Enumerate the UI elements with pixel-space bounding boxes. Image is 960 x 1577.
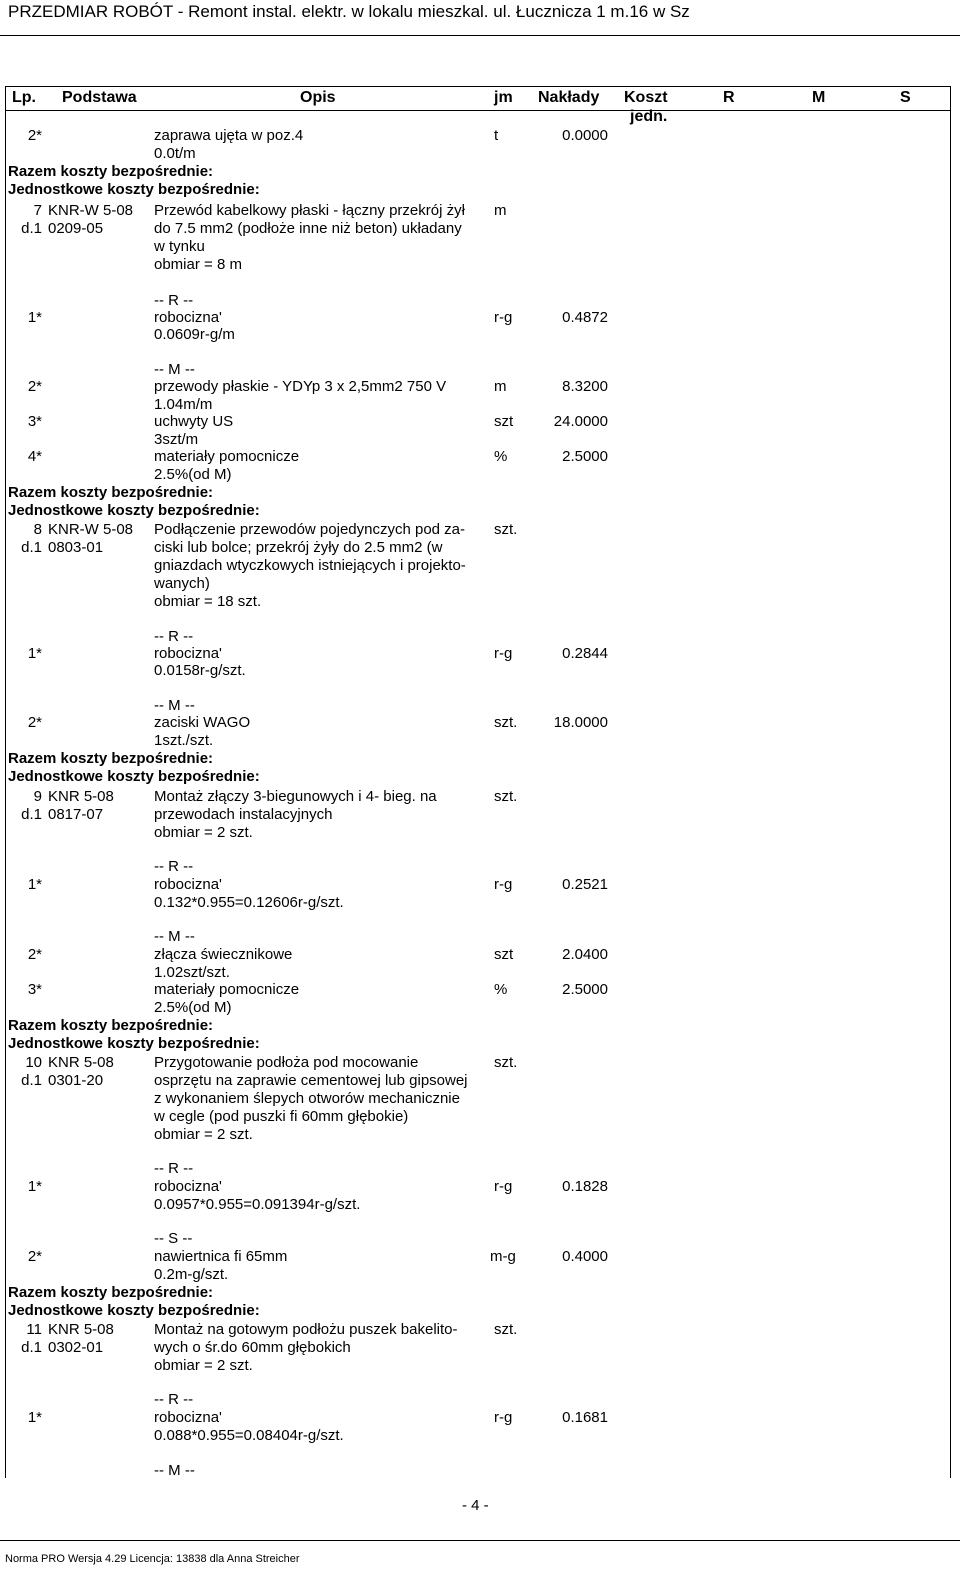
item-value: 0.4000 <box>562 1248 608 1265</box>
item-lp: 4* <box>27 448 42 465</box>
position-quantity: obmiar = 2 szt. <box>154 824 253 841</box>
position-number: 10 <box>25 1054 42 1071</box>
item-value: 2.0400 <box>562 946 608 963</box>
position-desc-line: do 7.5 mm2 (podłoże inne niż beton) układany <box>154 220 462 237</box>
license-note: Norma PRO Wersja 4.29 Licencja: 13838 dla Anna Streicher <box>5 1553 300 1565</box>
item-lp: 2* <box>27 1248 42 1265</box>
position-number: 9 <box>33 788 42 805</box>
col-jm: jm <box>494 89 513 106</box>
position-d: d.1 <box>21 220 42 237</box>
unit-costs-label: Jednostkowe koszty bezpośrednie: <box>8 502 260 519</box>
table-border-right <box>950 86 951 1478</box>
position-desc-line: osprzętu na zaprawie cementowej lub gipsowej <box>154 1072 468 1089</box>
item-jm: m-g <box>490 1248 516 1265</box>
section-r: -- R -- <box>154 1160 194 1177</box>
item-desc: materiały pomocnicze <box>154 981 300 998</box>
item-jm: m <box>494 378 507 395</box>
position-desc-line: Przygotowanie podłoża pod mocowanie <box>154 1054 419 1071</box>
item-jm: r-g <box>494 876 513 893</box>
table-border-left <box>5 86 6 1478</box>
position-basis: KNR-W 5-08 <box>48 521 134 538</box>
col-r: R <box>723 89 735 106</box>
position-desc-line: wanych) <box>154 575 210 592</box>
item-norm: 0.0158r-g/szt. <box>154 662 246 679</box>
total-costs-label: Razem koszty bezpośrednie: <box>8 163 214 180</box>
item-jm: r-g <box>494 1409 513 1426</box>
position-d: d.1 <box>21 806 42 823</box>
item-value: 18.0000 <box>553 714 608 731</box>
item-desc: robocizna' <box>154 876 222 893</box>
position-d: d.1 <box>21 539 42 556</box>
position-jm: szt. <box>494 1321 518 1338</box>
page-number: - 4 - <box>462 1497 489 1514</box>
position-number: 11 <box>26 1321 42 1338</box>
item-desc: nawiertnica fi 65mm <box>154 1248 288 1265</box>
col-koszt: Koszt <box>624 89 668 106</box>
total-costs-label: Razem koszty bezpośrednie: <box>8 1017 214 1034</box>
position-d: d.1 <box>21 1072 42 1089</box>
col-m: M <box>812 89 826 106</box>
item-norm: 0.0609r-g/m <box>154 326 235 343</box>
item-desc: robocizna' <box>154 1409 222 1426</box>
item-lp: 2* <box>27 378 42 395</box>
item-value: 2.5000 <box>562 981 608 998</box>
position-basis: KNR 5-08 <box>48 788 114 805</box>
col-opis: Opis <box>300 89 336 106</box>
item-value: 0.1828 <box>562 1178 608 1195</box>
item-jm: r-g <box>494 309 513 326</box>
footer-rule <box>0 1540 960 1541</box>
unit-costs-label: Jednostkowe koszty bezpośrednie: <box>8 768 260 785</box>
col-naklady: Nakłady <box>538 89 600 106</box>
item-norm: 3szt/m <box>154 431 199 448</box>
position-desc-line: w cegle (pod puszki fi 60mm głębokie) <box>154 1108 409 1125</box>
unit-costs-label: Jednostkowe koszty bezpośrednie: <box>8 181 260 198</box>
item-desc: zaciski WAGO <box>154 714 251 731</box>
position-basis: KNR 5-08 <box>48 1321 114 1338</box>
position-jm: szt. <box>494 521 518 538</box>
total-costs-label: Razem koszty bezpośrednie: <box>8 484 214 501</box>
position-desc-line: przewodach instalacyjnych <box>154 806 333 823</box>
total-costs-label: Razem koszty bezpośrednie: <box>8 750 214 767</box>
item-desc: przewody płaskie - YDYp 3 x 2,5mm2 750 V <box>154 378 447 395</box>
item-desc: materiały pomocnicze <box>154 448 300 465</box>
item-lp: 1* <box>27 1178 42 1195</box>
section-m: -- M -- <box>154 361 195 378</box>
item-lp: 3* <box>27 413 42 430</box>
item-value: 24.0000 <box>553 413 608 430</box>
item-norm: 0.088*0.955=0.08404r-g/szt. <box>154 1427 344 1444</box>
item-jm: r-g <box>494 645 513 662</box>
item-value: 0.2844 <box>562 645 608 662</box>
item-jm: szt <box>494 946 514 963</box>
position-desc-line: Montaż na gotowym podłożu puszek bakelito- <box>154 1321 458 1338</box>
section-m: -- M -- <box>154 928 195 945</box>
position-d: d.1 <box>21 1339 42 1356</box>
position-desc-line: Przewód kabelkowy płaski - łączny przekrój żył <box>154 202 465 219</box>
item-lp: 1* <box>27 645 42 662</box>
item-jm: t <box>494 127 499 144</box>
item-desc: zaprawa ujęta w poz.4 <box>154 127 304 144</box>
position-basis-code: 0803-01 <box>48 539 104 556</box>
item-desc: robocizna' <box>154 1178 222 1195</box>
col-lp: Lp. <box>12 89 36 106</box>
position-quantity: obmiar = 8 m <box>154 256 242 273</box>
unit-costs-label: Jednostkowe koszty bezpośrednie: <box>8 1302 260 1319</box>
document-title: PRZEDMIAR ROBÓT - Remont instal. elektr. w lokalu mieszkal. ul. Łucznicza 1 m.16 w Sz <box>8 2 690 21</box>
position-jm: szt. <box>494 1054 518 1071</box>
col-s: S <box>900 89 911 106</box>
item-desc: robocizna' <box>154 309 222 326</box>
col-koszt-jedn: jedn. <box>630 108 668 125</box>
item-value: 0.0000 <box>562 127 608 144</box>
position-desc-line: Podłączenie przewodów pojedynczych pod za- <box>154 521 466 538</box>
item-norm: 2.5%(od M) <box>154 999 232 1016</box>
section-r: -- R -- <box>154 858 194 875</box>
position-basis-code: 0301-20 <box>48 1072 104 1089</box>
total-costs-label: Razem koszty bezpośrednie: <box>8 1284 214 1301</box>
item-value: 2.5000 <box>562 448 608 465</box>
section-m: -- M -- <box>154 1462 195 1479</box>
item-norm: 1.02szt/szt. <box>154 964 230 981</box>
position-desc-line: gniazdach wtyczkowych istniejących i projekto- <box>154 557 466 574</box>
item-lp: 2* <box>27 714 42 731</box>
item-lp: 2* <box>27 946 42 963</box>
item-value: 8.3200 <box>562 378 608 395</box>
position-quantity: obmiar = 2 szt. <box>154 1126 253 1143</box>
item-jm: r-g <box>494 1178 513 1195</box>
section-r: -- R -- <box>154 292 194 309</box>
position-desc-line: ciski lub bolce; przekrój żyły do 2.5 mm2 (w <box>154 539 443 556</box>
item-value: 0.1681 <box>562 1409 608 1426</box>
item-desc: złącza świecznikowe <box>154 946 293 963</box>
position-basis-code: 0209-05 <box>48 220 104 237</box>
item-value: 0.2521 <box>562 876 608 893</box>
item-jm: szt. <box>494 714 518 731</box>
section-m: -- M -- <box>154 697 195 714</box>
item-jm: % <box>494 981 508 998</box>
item-norm: 0.0957*0.955=0.091394r-g/szt. <box>154 1196 361 1213</box>
table-header-top-rule <box>5 86 951 87</box>
item-lp: 1* <box>27 309 42 326</box>
item-jm: szt <box>494 413 514 430</box>
item-lp: 1* <box>27 1409 42 1426</box>
section-r: -- R -- <box>154 1391 194 1408</box>
position-basis-code: 0302-01 <box>48 1339 104 1356</box>
item-jm: % <box>494 448 508 465</box>
item-value: 0.4872 <box>562 309 608 326</box>
item-lp: 1* <box>27 876 42 893</box>
item-norm: 1szt./szt. <box>154 732 214 749</box>
position-number: 8 <box>33 521 42 538</box>
position-quantity: obmiar = 18 szt. <box>154 593 262 610</box>
position-basis: KNR 5-08 <box>48 1054 114 1071</box>
position-desc-line: w tynku <box>154 238 205 255</box>
item-desc: robocizna' <box>154 645 222 662</box>
item-norm: 1.04m/m <box>154 396 213 413</box>
position-desc-line: z wykonaniem ślepych otworów mechanicznie <box>154 1090 460 1107</box>
item-norm: 2.5%(od M) <box>154 466 232 483</box>
table-header-bottom-rule <box>5 110 951 111</box>
position-jm: m <box>494 202 507 219</box>
item-norm: 0.0t/m <box>154 145 196 162</box>
item-lp: 3* <box>27 981 42 998</box>
item-desc: uchwyty US <box>154 413 234 430</box>
col-podstawa: Podstawa <box>62 89 137 106</box>
item-lp: 2* <box>27 127 42 144</box>
position-quantity: obmiar = 2 szt. <box>154 1357 253 1374</box>
section-s: -- S -- <box>154 1230 193 1247</box>
item-norm: 0.132*0.955=0.12606r-g/szt. <box>154 894 344 911</box>
position-jm: szt. <box>494 788 518 805</box>
unit-costs-label: Jednostkowe koszty bezpośrednie: <box>8 1035 260 1052</box>
header-rule <box>0 35 960 36</box>
position-basis-code: 0817-07 <box>48 806 104 823</box>
position-desc-line: wych o śr.do 60mm głębokich <box>154 1339 351 1356</box>
position-basis: KNR-W 5-08 <box>48 202 134 219</box>
position-desc-line: Montaż złączy 3-biegunowych i 4- bieg. na <box>154 788 437 805</box>
item-norm: 0.2m-g/szt. <box>154 1266 229 1283</box>
section-r: -- R -- <box>154 628 194 645</box>
position-number: 7 <box>33 202 42 219</box>
